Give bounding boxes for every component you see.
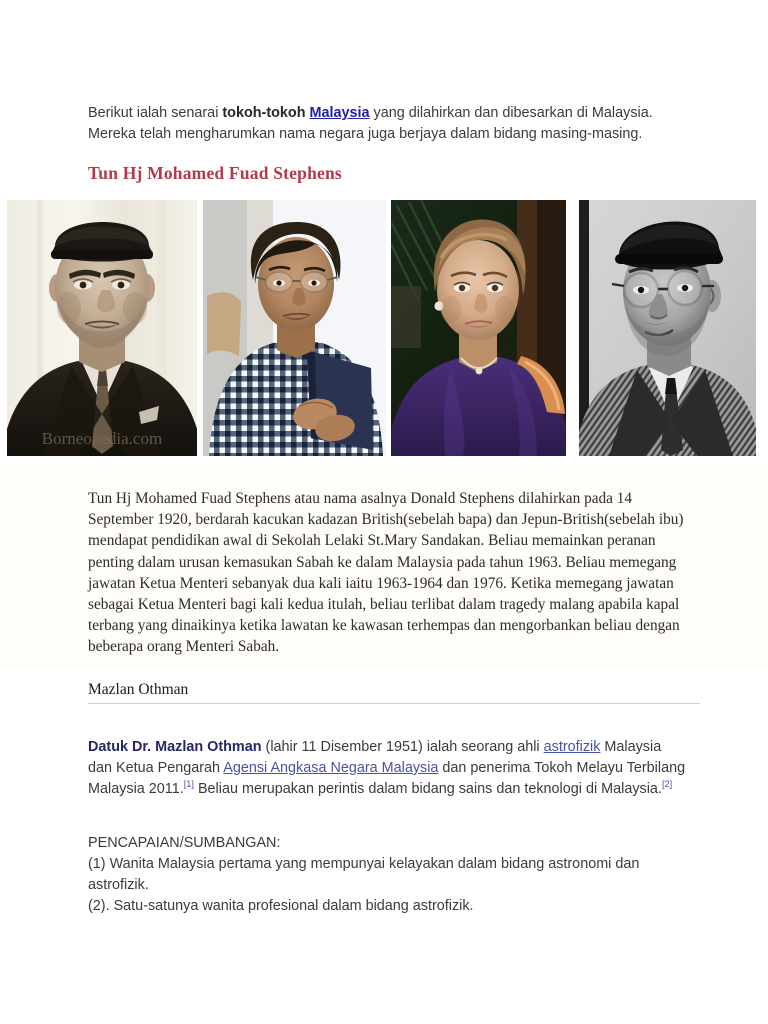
wiki-seg-3: dan penerima Tokoh Melayu Terbilang Malaysia 2011. <box>88 760 686 797</box>
reference-2[interactable]: [2] <box>661 779 673 790</box>
portrait-zeti-akhtar-aziz <box>391 200 566 456</box>
wiki-seg-1: (lahir 11 Disember 1951) ialah seorang ahli <box>261 739 544 755</box>
wiki-seg-4: Beliau merupakan perintis dalam bidang sains dan teknologi di Malaysia. <box>193 781 662 797</box>
achievements-title: PENCAPAIAN/SUMBANGAN: <box>88 835 281 851</box>
portrait-gallery <box>0 200 768 456</box>
intro-paragraph <box>88 103 708 145</box>
link-astrofizik[interactable]: astrofizik <box>543 739 601 755</box>
heading-tun-fuad-stephens: Tun Hj Mohamed Fuad Stephens <box>88 163 342 183</box>
reference-1[interactable]: [1] <box>183 779 194 790</box>
portrait-tun-fuad-stephens <box>7 200 197 456</box>
intro-text-tail: yang dilahirkan dan dibesarkan di Malaysia. <box>369 105 653 121</box>
achievement-item-1: (1) Wanita Malaysia pertama yang mempunyai kelayakan dalam bidang astronomi dan astrofizik. <box>88 856 640 893</box>
portrait-tunku-abdul-rahman <box>579 200 756 456</box>
heading-mazlan-othman: Mazlan Othman <box>88 681 189 698</box>
achievement-item-2: (2). Satu-satunya wanita profesional dalam bidang astrofizik. <box>88 898 474 914</box>
portrait-mazlan-othman <box>203 200 386 456</box>
wiki-subject-name: Datuk Dr. Mazlan Othman <box>88 739 262 755</box>
link-malaysia[interactable]: Malaysia <box>309 105 370 121</box>
photo-watermark: Borneopedia.com <box>41 429 163 448</box>
intro-bold-tokoh: tokoh-tokoh <box>222 105 310 121</box>
achievements-section <box>88 833 688 917</box>
bio-section-fuad <box>0 470 768 668</box>
wiki-seg-2: Malaysia dan Ketua Pengarah <box>88 739 662 776</box>
intro-text-lead: Berikut ialah senarai <box>88 105 223 121</box>
intro-line-2: Mereka telah mengharumkan nama negara juga berjaya dalam bidang masing-masing. <box>88 126 643 142</box>
link-agensi-angkasa-negara-malaysia[interactable]: Agensi Angkasa Negara Malaysia <box>223 760 439 776</box>
section-divider <box>88 703 700 704</box>
bio-paragraph-fuad: Tun Hj Mohamed Fuad Stephens atau nama asalnya Donald Stephens dilahirkan pada 14 September 1920, berdarah kacukan kadazan British(sebelah bapa) dan Jepun-British(sebelah ibu) mendapat pendidikan awal di Sekolah Lelaki St.Mary Sandakan. Beliau memainkan peranan penting dalam urusan kemasukan Sabah ke dalam Malaysia pada tahun 1963. Beliau memegang jawatan Ketua Menteri sebanyak dua kali iaitu 1963-1964 dan 1976. Ketika memegang jawatan sebagai Ketua Menteri bagi kali kedua itulah, beliau terlibat dalam tragedy malang apabila kapal terbang yang dinaikinya ketika lawatan ke kawasan terhempas dan mengorbankan beliau dengan beberapa orang Menteri Sabah. <box>88 490 684 656</box>
wiki-paragraph-mazlan <box>88 737 688 800</box>
